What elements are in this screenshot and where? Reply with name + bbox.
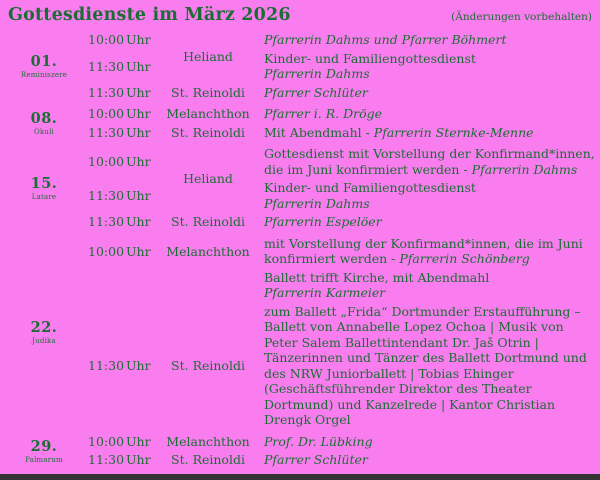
service-description: [256, 236, 595, 267]
service-time: 11:30: [88, 358, 125, 373]
schedule-section-29: [0, 434, 595, 468]
date-cell: [0, 106, 88, 140]
location: Heliand: [183, 49, 233, 65]
ballett-event-description: zum Ballett „Frida“ Dortmunder Erstaufführung – Ballett von Annabelle Lopez Ochoa | Musik von Peter Salem Ballettintendant Dr. Jaš Otrin | Tänzerinnen und Tänzer des Ballett Dortmund und des NRW Juniorballett | Tobias Ehinger (Geschäftsführender Direktor des Theater Dortmund) und Kanzelrede | Kantor Christian Drengk Orgel: [264, 303, 587, 427]
service-title: Kinder- und Familiengottesdienst: [264, 180, 476, 195]
service-title: mit Vorstellung der Konfirmand*innen, die im Juni konfirmiert werden -: [264, 235, 583, 266]
location: St. Reinoldi: [171, 124, 245, 140]
page-header: [0, 0, 600, 32]
changes-disclaimer: (Änderungen vorbehalten): [451, 11, 592, 23]
day-number: 01.: [30, 53, 58, 70]
uhr-label: Uhr: [126, 106, 151, 122]
uhr-label: Uhr: [126, 84, 151, 100]
pastor-name: Pfarrerin Dahms: [264, 66, 370, 81]
service-description: [256, 85, 595, 101]
service-time: 11:30: [88, 214, 125, 230]
uhr-label: Uhr: [126, 154, 151, 169]
day-number: 22.: [30, 318, 58, 336]
service-time: 10:00: [88, 32, 125, 48]
service-time: 10:00: [88, 243, 125, 259]
sunday-name: Palmarum: [25, 455, 63, 464]
location: Melanchthon: [166, 106, 250, 122]
schedule-section-22: [0, 236, 595, 428]
schedule-section-15: [0, 146, 595, 230]
service-description: [256, 51, 595, 82]
sunday-name: Reminiszere: [20, 71, 68, 79]
date-cell: [0, 236, 88, 428]
location: Melanchthon: [166, 243, 250, 259]
location: St. Reinoldi: [171, 358, 245, 373]
date-cell: [0, 146, 88, 230]
page-title: Gottesdienste im März 2026: [8, 5, 291, 25]
uhr-label: Uhr: [126, 452, 151, 468]
service-time: 11:30: [88, 84, 125, 100]
sunday-name: Okuli: [34, 128, 54, 136]
uhr-label: Uhr: [126, 433, 151, 449]
service-title: Kinder- und Familiengottesdienst: [264, 50, 476, 66]
day-number: 29.: [30, 437, 58, 455]
uhr-label: Uhr: [126, 188, 151, 203]
service-description: [256, 32, 595, 48]
service-description: [256, 125, 595, 141]
pastor-name: Pfarrerin Espelöer: [264, 214, 382, 229]
service-title: Mit Abendmahl -: [264, 124, 374, 140]
service-time: 11:30: [88, 188, 125, 203]
service-description: [256, 452, 595, 468]
service-description: [256, 180, 595, 211]
section-entries: [88, 32, 595, 100]
pastor-name: Pfarrer i. R. Dröge: [264, 106, 383, 121]
section-entries: [88, 434, 595, 468]
service-schedule: [0, 32, 600, 474]
location: Heliand: [183, 171, 233, 186]
pastor-name: Pfarrerin Sternke-Menne: [373, 124, 534, 140]
sunday-name: Latare: [31, 192, 57, 201]
service-description: [256, 270, 595, 301]
service-time: 10:00: [88, 154, 125, 169]
service-description: [256, 146, 595, 177]
service-description: [256, 214, 595, 230]
day-number: 15.: [30, 174, 58, 192]
pastor-name: Pfarrerin Dahms und Pfarrer Böhmert: [264, 32, 507, 47]
service-time: 11:30: [88, 58, 125, 74]
location: St. Reinoldi: [171, 84, 245, 100]
day-number: 08.: [30, 110, 58, 127]
pastor-name: Prof. Dr. Lübking: [264, 433, 373, 449]
uhr-label: Uhr: [126, 358, 151, 373]
sunday-name: Judika: [32, 336, 56, 345]
service-time: 11:30: [88, 452, 125, 468]
pastor-name: Pfarrerin Karmeier: [264, 285, 386, 300]
date-cell: [0, 434, 88, 468]
uhr-label: Uhr: [126, 124, 151, 140]
section-entries: [88, 106, 595, 140]
service-time: 10:00: [88, 433, 125, 449]
service-time: 10:00: [88, 106, 125, 122]
bottom-dark-strip: [0, 474, 600, 480]
service-description: [256, 106, 595, 122]
uhr-label: Uhr: [126, 214, 151, 230]
uhr-label: Uhr: [126, 58, 151, 74]
pastor-name: Pfarrerin Dahms: [264, 195, 370, 211]
schedule-section-08: [0, 106, 595, 140]
location: St. Reinoldi: [171, 452, 245, 468]
date-cell: [0, 32, 88, 100]
service-time: 11:30: [88, 124, 125, 140]
service-title: Gottesdienst mit Vorstellung der Konfirmand*innen, die im Juni konfirmiert werden -: [264, 146, 595, 177]
pastor-name: Pfarrerin Dahms: [471, 161, 578, 177]
location: St. Reinoldi: [171, 214, 245, 230]
section-entries: [88, 146, 595, 230]
uhr-label: Uhr: [126, 243, 151, 259]
pastor-name: Pfarrer Schlüter: [264, 452, 368, 467]
section-entries: [88, 236, 595, 428]
pastor-name: Pfarrer Schlüter: [264, 84, 368, 100]
service-description: [256, 434, 595, 450]
schedule-section-01: [0, 32, 595, 100]
service-title: Ballett trifft Kirche, mit Abendmahl: [264, 269, 490, 285]
pastor-name: Pfarrerin Schönberg: [399, 251, 530, 266]
uhr-label: Uhr: [126, 32, 151, 48]
location: Melanchthon: [166, 433, 250, 449]
